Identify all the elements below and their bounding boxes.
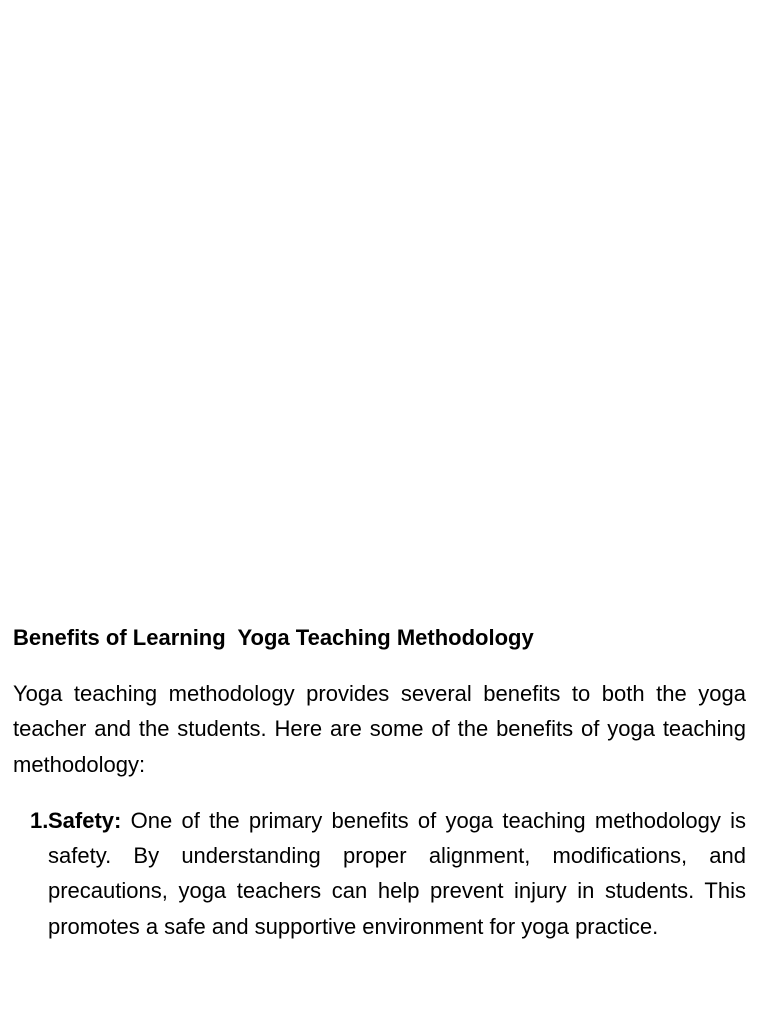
document-body bbox=[13, 622, 746, 944]
list-item-text: One of the primary benefits of yoga teaching methodology is safety. By understanding proper alignment, modifications, and precautions, yoga teachers can help prevent injury in students. This promotes a safe and supportive environment for yoga practice. bbox=[48, 807, 746, 939]
list-item-number: 1. bbox=[30, 807, 49, 833]
list-item bbox=[13, 803, 746, 944]
document-heading: Benefits of Learning Yoga Teaching Methodology bbox=[13, 625, 534, 650]
benefits-list bbox=[13, 803, 746, 944]
intro-paragraph: Yoga teaching methodology provides several benefits to both the yoga teacher and the students. Here are some of the benefits of yoga teaching methodology: bbox=[13, 681, 746, 777]
list-item-term: Safety: bbox=[48, 807, 122, 833]
